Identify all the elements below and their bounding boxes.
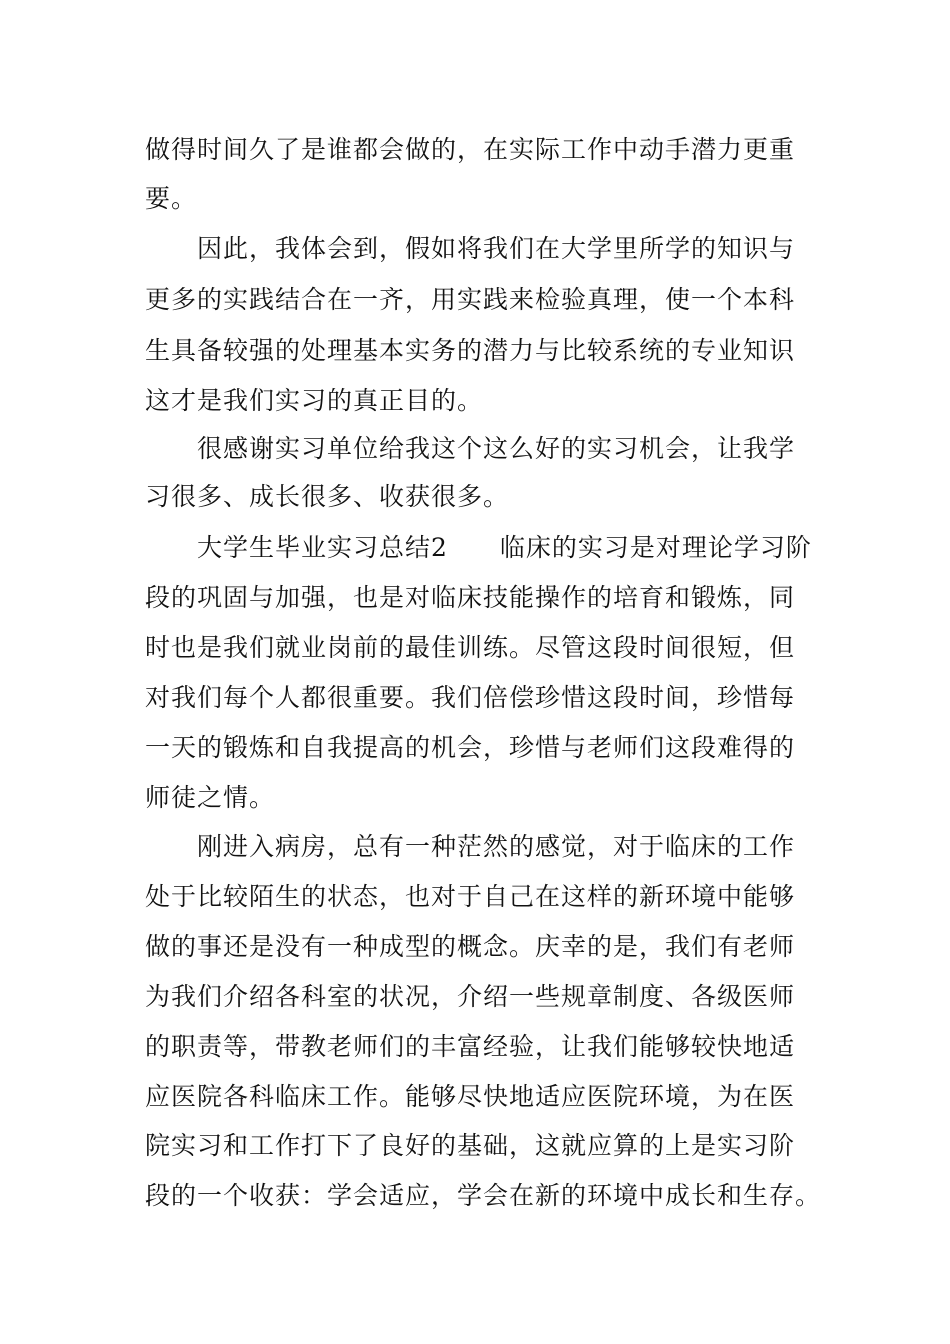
text-line: 做的事还是没有一种成型的概念。庆幸的是，我们有老师	[145, 932, 796, 961]
paragraph-first-line: 因此，我体会到，假如将我们在大学里所学的知识与	[197, 234, 796, 263]
text-line: 习很多、成长很多、收获很多。	[145, 482, 510, 511]
text-line: 时也是我们就业岗前的最佳训练。尽管这段时间很短，但	[145, 633, 796, 662]
text-line: 应医院各科临床工作。能够尽快地适应医院环境，为在医	[145, 1082, 796, 1111]
text-line: 段的巩固与加强，也是对临床技能操作的培育和锻炼，同	[145, 583, 796, 612]
text-line: 对我们每个人都很重要。我们倍偿珍惜这段时间，珍惜每	[145, 683, 796, 712]
text-line: 的职责等，带教老师们的丰富经验，让我们能够较快地适	[145, 1032, 796, 1061]
text-line: 一天的锻炼和自我提高的机会，珍惜与老师们这段难得的	[145, 733, 796, 762]
text-line: 这才是我们实习的真正目的。	[145, 386, 484, 415]
section-heading-line: 大学生毕业实习总结2 临床的实习是对理论学习阶	[197, 533, 812, 562]
text-line: 师徒之情。	[145, 783, 276, 812]
text-line: 为我们介绍各科室的状况，介绍一些规章制度、各级医师	[145, 982, 796, 1011]
text-line: 更多的实践结合在一齐，用实践来检验真理，使一个本科	[145, 285, 796, 314]
text-line: 段的一个收获：学会适应，学会在新的环境中成长和生存。	[145, 1181, 822, 1210]
text-line: 处于比较陌生的状态，也对于自己在这样的新环境中能够	[145, 882, 796, 911]
paragraph-first-line: 很感谢实习单位给我这个这么好的实习机会，让我学	[197, 434, 796, 463]
paragraph-first-line: 刚进入病房，总有一种茫然的感觉，对于临床的工作	[197, 832, 796, 861]
text-line: 要。	[145, 184, 198, 213]
text-line: 做得时间久了是谁都会做的，在实际工作中动手潜力更重	[145, 135, 796, 164]
text-line: 院实习和工作打下了良好的基础，这就应算的上是实习阶	[145, 1131, 796, 1160]
text-line: 生具备较强的处理基本实务的潜力与比较系统的专业知识	[145, 336, 796, 365]
